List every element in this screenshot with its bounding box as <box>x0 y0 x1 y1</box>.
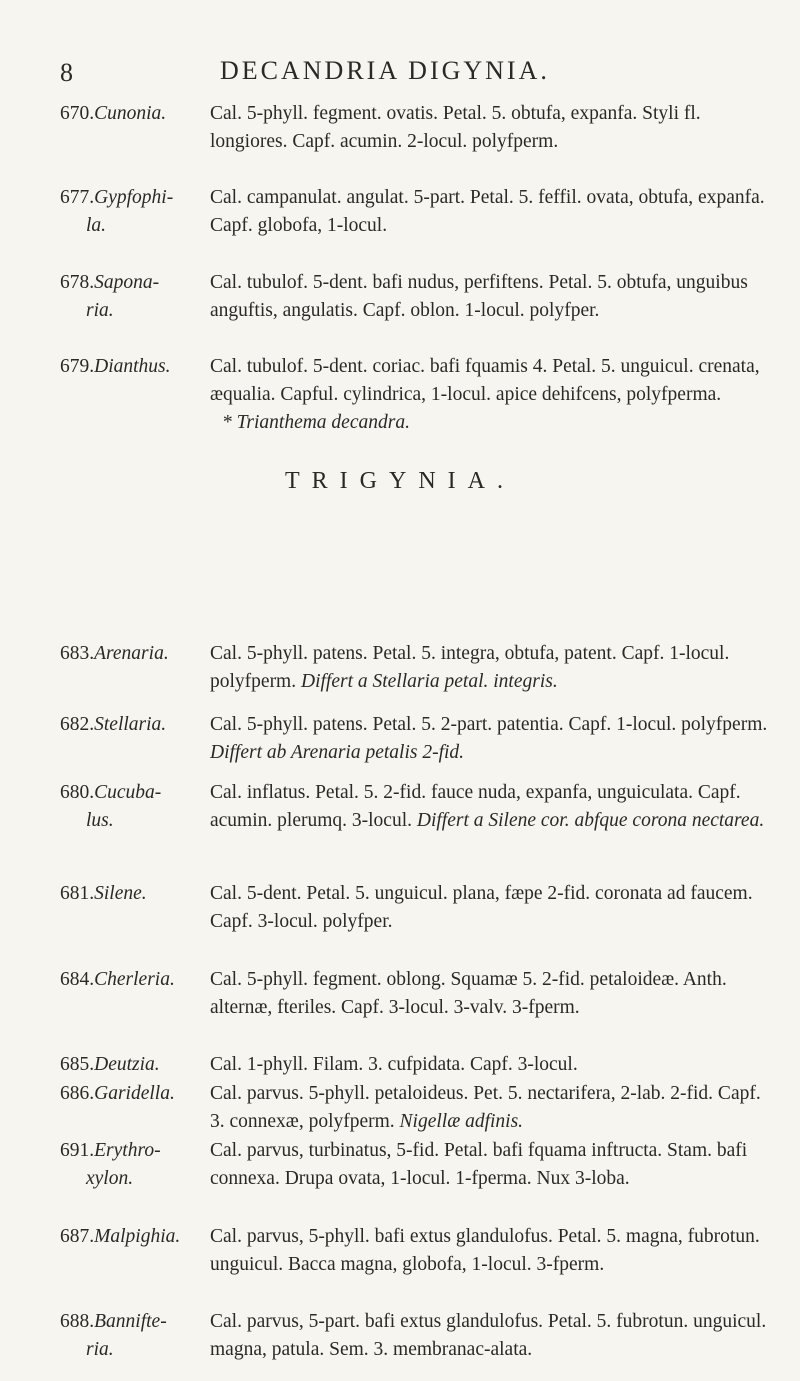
genus-entry <box>60 100 780 156</box>
genus-label-continued: xylon. <box>86 1168 134 1189</box>
genus-description <box>210 1308 780 1364</box>
entry-number: 688. <box>60 1311 95 1332</box>
genus-description <box>210 353 780 437</box>
entry-number: 691. <box>60 1140 95 1161</box>
page-number: 8 <box>60 58 76 87</box>
entry-number: 677. <box>60 187 95 208</box>
genus-description <box>210 640 780 696</box>
description-text: Cal. 5-phyll. fegment. oblong. Squamæ 5. 2-fid. petaloideæ. Anth. alternæ, fteriles. Capf. 3-locul. 3-valv. 3-fperm. <box>210 969 727 1018</box>
description-text: Cal. parvus. 5-phyll. petaloideus. Pet. 5. nectarifera, 2-lab. 2-fid. Capf. 3. connexæ, polyfperm. <box>210 1083 761 1132</box>
genus-label-continued: la. <box>86 215 107 236</box>
genus-description <box>210 1080 780 1136</box>
genus-name <box>60 880 210 908</box>
genus-description <box>210 100 780 156</box>
genus-entry <box>60 269 780 325</box>
genus-entry <box>60 880 780 936</box>
genus-entry <box>60 640 780 696</box>
genus-entry <box>60 779 780 835</box>
description-remark: Differt a Silene cor. abfque corona nectarea. <box>416 810 765 831</box>
genus-label: Arenaria. <box>94 643 169 664</box>
description-remark: Nigellæ adfinis. <box>399 1111 524 1132</box>
genus-name <box>60 1137 210 1193</box>
genus-name <box>60 711 210 739</box>
genus-description <box>210 711 780 767</box>
entry-number: 679. <box>60 356 95 377</box>
genus-label: Gypfophi- <box>94 187 174 208</box>
genus-label: Cucuba- <box>94 782 162 803</box>
section-title: TRIGYNIA. <box>285 468 515 494</box>
genus-label: Deutzia. <box>94 1054 160 1075</box>
genus-label-continued: ria. <box>86 300 114 321</box>
genus-label: Sapona- <box>94 272 160 293</box>
entry-number: 680. <box>60 782 95 803</box>
genus-entry <box>60 353 780 437</box>
genus-name <box>60 1223 210 1251</box>
entry-number: 681. <box>60 883 95 904</box>
description-text: Cal. parvus, 5-part. bafi extus glandulofus. Petal. 5. fubrotun. unguicul. magna, patula. Sem. 3. membranac-alata. <box>210 1311 767 1360</box>
genus-description <box>210 1051 780 1079</box>
genus-description <box>210 269 780 325</box>
entry-number: 683. <box>60 643 95 664</box>
description-text: Cal. 5-dent. Petal. 5. unguicul. plana, fæpe 2-fid. coronata ad faucem. Capf. 3-locul. polyfper. <box>210 883 753 932</box>
genus-label: Dianthus. <box>94 356 171 377</box>
genus-label: Stellaria. <box>94 714 167 735</box>
genus-label: Erythro- <box>94 1140 161 1161</box>
genus-description <box>210 966 780 1022</box>
entry-number: 678. <box>60 272 95 293</box>
genus-label-continued: ria. <box>86 1339 114 1360</box>
description-text: Cal. inflatus. Petal. 5. 2-fid. fauce nuda, expanfa, unguiculata. Capf. acumin. plerumq. 3-locul. <box>210 782 741 831</box>
genus-entry <box>60 1308 780 1364</box>
genus-entry <box>60 1080 780 1136</box>
genus-name <box>60 966 210 994</box>
genus-entry <box>60 711 780 767</box>
description-text: Cal. tubulof. 5-dent. bafi nudus, perfiftens. Petal. 5. obtufa, unguibus anguftis, angulatis. Capf. oblon. 1-locul. polyfper. <box>210 272 748 321</box>
genus-name <box>60 1051 210 1079</box>
description-remark: Differt ab Arenaria petalis 2-fid. <box>210 742 465 763</box>
description-text: Cal. 1-phyll. Filam. 3. cufpidata. Capf. 3-locul. <box>210 1054 578 1075</box>
description-text: Cal. parvus, turbinatus, 5-fid. Petal. bafi fquama inftructa. Stam. bafi connexa. Drupa ovata, 1-locul. 1-fperma. Nux 3-loba. <box>210 1140 748 1189</box>
entry-number: 684. <box>60 969 95 990</box>
description-text: Cal. 5-phyll. patens. Petal. 5. 2-part. patentia. Capf. 1-locul. polyfperm. <box>210 714 768 735</box>
genus-description <box>210 880 780 936</box>
genus-label: Cunonia. <box>94 103 167 124</box>
page-header <box>60 54 760 94</box>
genus-label: Cherleria. <box>94 969 175 990</box>
genus-label: Silene. <box>94 883 147 904</box>
genus-name <box>60 640 210 668</box>
genus-name <box>60 269 210 325</box>
entry-number: 685. <box>60 1054 95 1075</box>
genus-label: Garidella. <box>94 1083 175 1104</box>
running-title: DECANDRIA DIGYNIA. <box>220 56 550 85</box>
description-text: Cal. tubulof. 5-dent. coriac. bafi fquamis 4. Petal. 5. unguicul. crenata, æqualia. Capful. cylindrica, 1-locul. apice dehifcens, polyfperma. <box>210 356 760 405</box>
entry-number: 687. <box>60 1226 95 1247</box>
genus-name <box>60 1080 210 1108</box>
entry-number: 670. <box>60 103 95 124</box>
genus-description <box>210 184 780 240</box>
description-remark: Differt a Stellaria petal. integris. <box>300 671 558 692</box>
genus-name <box>60 1308 210 1364</box>
footnote: * Trianthema decandra. <box>222 412 410 433</box>
genus-label: Malpighia. <box>94 1226 181 1247</box>
genus-name <box>60 779 210 835</box>
genus-entry <box>60 1223 780 1279</box>
description-text: Cal. 5-phyll. patens. Petal. 5. integra, obtufa, patent. Capf. 1-locul. polyfperm. <box>210 643 730 692</box>
description-text: Cal. campanulat. angulat. 5-part. Petal. 5. feffil. ovata, obtufa, expanfa. Capf. globofa, 1-locul. <box>210 187 765 236</box>
genus-description <box>210 779 780 835</box>
genus-entry <box>60 1137 780 1193</box>
entry-number: 686. <box>60 1083 95 1104</box>
genus-name <box>60 100 210 128</box>
genus-label-continued: lus. <box>86 810 114 831</box>
genus-entry <box>60 184 780 240</box>
genus-name <box>60 353 210 381</box>
entry-number: 682. <box>60 714 95 735</box>
genus-description <box>210 1137 780 1193</box>
description-text: Cal. 5-phyll. fegment. ovatis. Petal. 5. obtufa, expanfa. Styli fl. longiores. Capf. acumin. 2-locul. polyfperm. <box>210 103 701 152</box>
genus-entry <box>60 966 780 1022</box>
genus-label: Bannifte- <box>94 1311 167 1332</box>
genus-name <box>60 184 210 240</box>
genus-entry <box>60 1051 780 1079</box>
description-text: Cal. parvus, 5-phyll. bafi extus glandulofus. Petal. 5. magna, fubrotun. unguicul. Bacca magna, globofa, 1-locul. 3-fperm. <box>210 1226 760 1275</box>
genus-description <box>210 1223 780 1279</box>
